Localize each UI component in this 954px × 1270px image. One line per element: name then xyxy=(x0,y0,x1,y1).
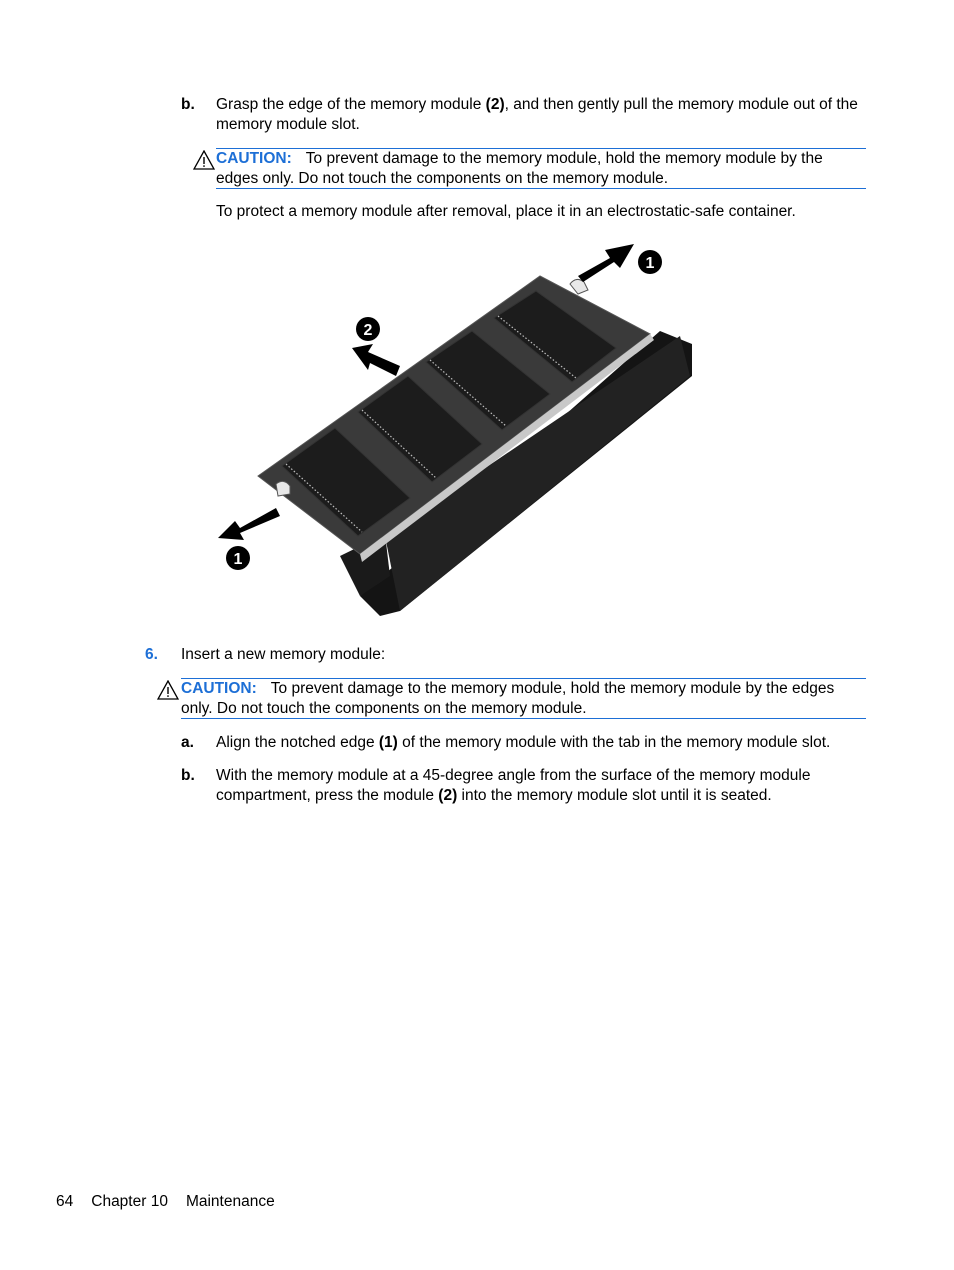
callout-1-bottom-label: 1 xyxy=(233,551,243,568)
caution-heading: CAUTION: xyxy=(216,150,292,167)
caution-text: To prevent damage to the memory module, hold the memory module by the edges only. Do not touch the components on the memory module. xyxy=(181,680,835,717)
step-a-callout-ref: (1) xyxy=(378,734,398,751)
memory-module-figure xyxy=(210,236,700,624)
step-b-text-part1: Grasp the edge of the memory module xyxy=(216,96,486,113)
arrow-1-top xyxy=(578,244,634,282)
arrow-1-bottom xyxy=(218,508,280,540)
callout-1-top-label: 1 xyxy=(645,255,655,272)
step-b2-text xyxy=(216,766,856,806)
step-b-callout-ref: (2) xyxy=(485,96,505,113)
step-b-label: b. xyxy=(181,96,195,113)
step-a-label: a. xyxy=(181,734,194,751)
footer-section: Maintenance xyxy=(185,1193,275,1210)
step-b2-text-part1: With the memory module at a 45-degree angle from the surface of the memory module compartment, press the module xyxy=(216,767,811,804)
step-b2-label: b. xyxy=(181,767,195,784)
arrow-2 xyxy=(352,344,400,376)
step-a-text-part2: of the memory module with the tab in the memory module slot. xyxy=(397,734,831,751)
step-6-number: 6. xyxy=(145,646,158,663)
latch-bottom xyxy=(276,481,290,496)
caution-heading: CAUTION: xyxy=(181,680,257,697)
protect-text: To protect a memory module after removal, place it in an electrostatic-safe container. xyxy=(216,203,796,220)
page-footer xyxy=(56,1192,293,1212)
footer-chapter: Chapter 10 xyxy=(91,1193,168,1210)
warning-icon xyxy=(157,680,179,700)
caution-box-2 xyxy=(181,678,866,719)
caution-box-1 xyxy=(216,148,866,189)
step-a-text-part1: Align the notched edge xyxy=(216,734,379,751)
caution-text: To prevent damage to the memory module, hold the memory module by the edges only. Do not touch the components on the memory module. xyxy=(216,150,823,187)
step-a-text xyxy=(216,733,866,753)
page-number: 64 xyxy=(56,1193,74,1210)
step-b2-text-part2: into the memory module slot until it is seated. xyxy=(457,787,772,804)
callout-2-label: 2 xyxy=(363,322,373,339)
step-b-text-part2: , and then gently pull the memory module out of the memory module slot. xyxy=(216,96,858,133)
step-b2-callout-ref: (2) xyxy=(438,787,458,804)
warning-icon xyxy=(193,150,215,170)
step-b-text xyxy=(216,95,866,135)
step-6-text: Insert a new memory module: xyxy=(181,646,386,663)
latch-top xyxy=(570,279,588,294)
